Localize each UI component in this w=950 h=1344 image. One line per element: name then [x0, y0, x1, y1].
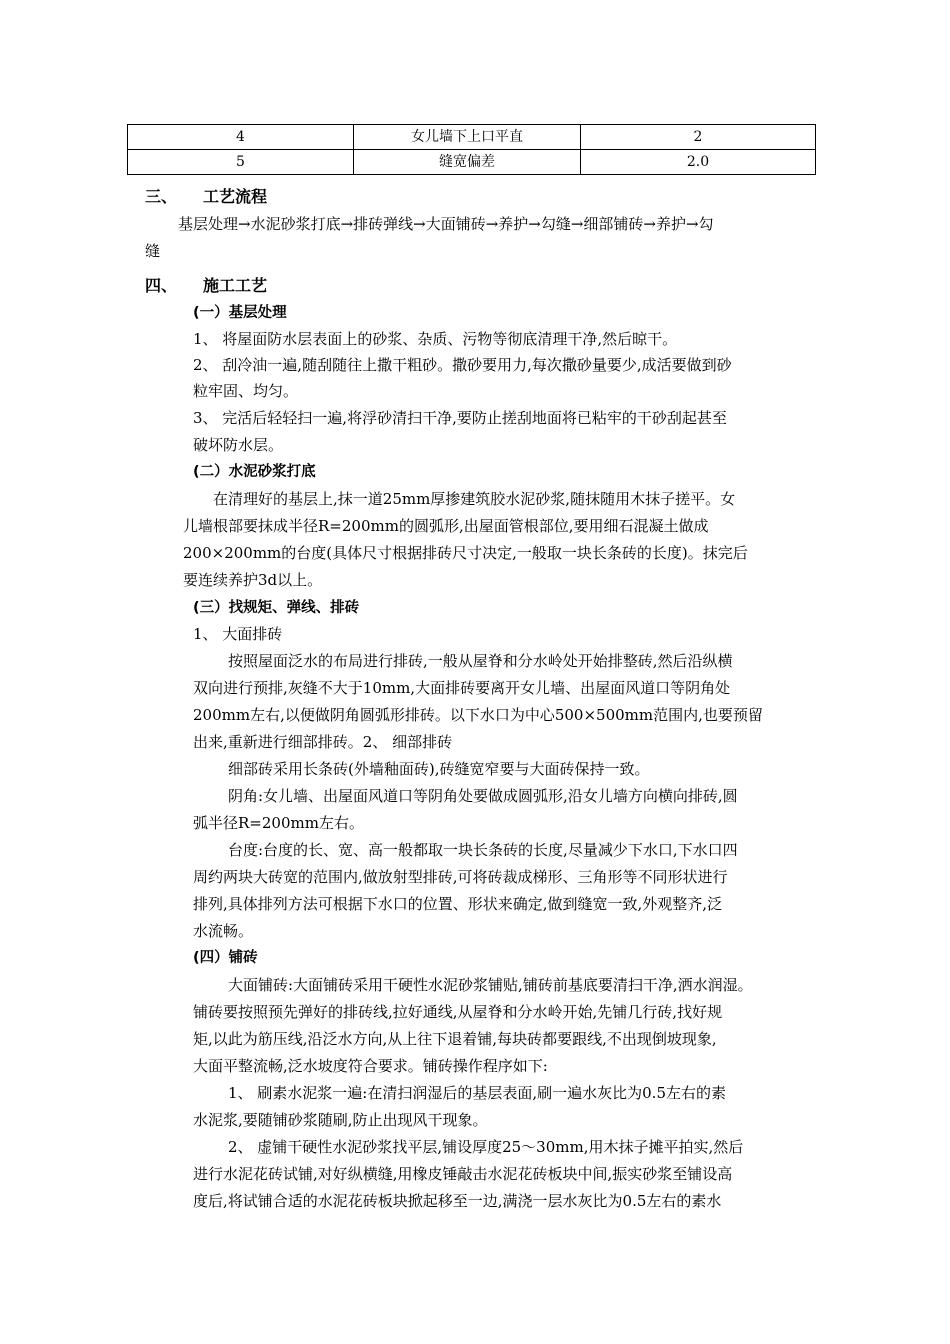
table-cell: 2.0 [581, 150, 816, 175]
paragraph-line: 排列,具体排列方法可根据下水口的位置、形状来确定,做到缝宽一致,外观整齐,泛 [193, 895, 723, 913]
paragraph-line: 大面铺砖:大面铺砖采用干硬性水泥砂浆铺贴,铺砖前基底要清扫干净,洒水润湿。 [228, 976, 753, 994]
paragraph-line: 大面平整流畅,泛水坡度符合要求。铺砖操作程序如下: [193, 1057, 548, 1075]
section-4-number: 四、 [145, 276, 178, 295]
paragraph-line: 细部砖采用长条砖(外墙釉面砖),砖缝宽窄要与大面砖保持一致。 [228, 760, 650, 778]
paragraph-line: 儿墙根部要抹成半径R=200mm的圆弧形,出屋面管根部位,要用细石混凝土做成 [183, 517, 709, 535]
table-cell: 女儿墙下上口平直 [354, 125, 581, 150]
subsection-title: (二）水泥砂浆打底 [193, 464, 316, 480]
paragraph-line: 度后,将试铺合适的水泥花砖板块掀起移至一边,满浇一层水灰比为0.5左右的素水 [193, 1192, 722, 1210]
paragraph-line: 弧半径R=200mm左右。 [193, 814, 364, 832]
table-cell: 5 [128, 150, 354, 175]
table-cell: 4 [128, 125, 354, 150]
paragraph-line: 1、 刷素水泥浆一遍:在清扫润湿后的基层表面,刷一遍水灰比为0.5左右的素 [228, 1084, 726, 1102]
paragraph-line: 双向进行预排,灰缝不大于10mm,大面排砖要离开女儿墙、出屋面风道口等阴角处 [193, 679, 731, 697]
paragraph-line: 水流畅。 [193, 922, 254, 940]
paragraph-line: 200mm左右,以便做阴角圆弧形排砖。以下水口为中心500×500mm范围内,也要预留 [193, 706, 763, 724]
paragraph-line: 阴角:女儿墙、出屋面风道口等阴角处要做成圆弧形,沿女儿墙方向横向排砖,圆 [228, 787, 738, 805]
table-cell: 2 [581, 125, 816, 150]
paragraph-line: 在清理好的基层上,抹一道25mm厚掺建筑胶水泥砂浆,随抹随用木抹子搓平。女 [213, 490, 736, 508]
paragraph-line: 矩,以此为筋压线,沿泛水方向,从上往下退着铺,每块砖都要跟线,不出现倒坡现象, [193, 1030, 717, 1048]
tolerance-table [127, 124, 816, 175]
section-4-title: 施工工艺 [203, 276, 268, 295]
paragraph-line: 缝 [145, 242, 161, 260]
subsection-title: (四）铺砖 [193, 950, 258, 966]
paragraph-line: 粒牢固、均匀。 [193, 382, 299, 400]
paragraph-line: 基层处理→水泥砂浆打底→排砖弹线→大面铺砖→养护→勾缝→细部铺砖→养护→勾 [178, 215, 714, 233]
paragraph-line: 台度:台度的长、宽、高一般都取一块长条砖的长度,尽量减少下水口,下水口四 [228, 841, 738, 859]
table-row [128, 125, 816, 150]
paragraph-line: 2、 刮冷油一遍,随刮随往上撒干粗砂。撒砂要用力,每次撒砂量要少,成活要做到砂 [193, 356, 732, 374]
paragraph-line: 1、 将屋面防水层表面上的砂浆、杂质、污物等彻底清理干净,然后晾干。 [193, 330, 678, 348]
paragraph-line: 200×200mm的台度(具体尺寸根据排砖尺寸决定,一般取一块长条砖的长度)。抹完后 [183, 544, 748, 562]
subsection-title: (一）基层处理 [193, 305, 287, 321]
paragraph-line: 出来,重新进行细部排砖。2、 细部排砖 [193, 733, 453, 751]
paragraph-line: 破坏防水层。 [193, 436, 284, 454]
paragraph-line: 水泥浆,要随铺砂浆随刷,防止出现风干现象。 [193, 1111, 488, 1129]
paragraph-line: 3、 完活后轻轻扫一遍,将浮砂清扫干净,要防止搓刮地面将已粘牢的干砂刮起甚至 [193, 409, 727, 427]
paragraph-line: 进行水泥花砖试铺,对好纵横缝,用橡皮锤敲击水泥花砖板块中间,振实砂浆至铺设高 [193, 1165, 733, 1183]
paragraph-line: 要连续养护3d以上。 [183, 571, 323, 589]
table-cell: 缝宽偏差 [354, 150, 581, 175]
paragraph-line: 周约两块大砖宽的范围内,做放射型排砖,可将砖裁成梯形、三角形等不同形状进行 [193, 868, 728, 886]
paragraph-line: 铺砖要按照预先弹好的排砖线,拉好通线,从屋脊和分水岭开始,先铺几行砖,找好规 [193, 1003, 723, 1021]
table-row [128, 150, 816, 175]
paragraph-line: 1、 大面排砖 [193, 625, 283, 643]
section-3-title: 工艺流程 [203, 187, 268, 206]
paragraph-line: 按照屋面泛水的布局进行排砖,一般从屋脊和分水岭处开始排整砖,然后沿纵横 [228, 652, 733, 670]
subsection-title: (三）找规矩、弹线、排砖 [193, 600, 360, 616]
paragraph-line: 2、 虚铺干硬性水泥砂浆找平层,铺设厚度25～30mm,用木抹子摊平拍实,然后 [228, 1138, 744, 1156]
section-3-number: 三、 [145, 187, 178, 206]
